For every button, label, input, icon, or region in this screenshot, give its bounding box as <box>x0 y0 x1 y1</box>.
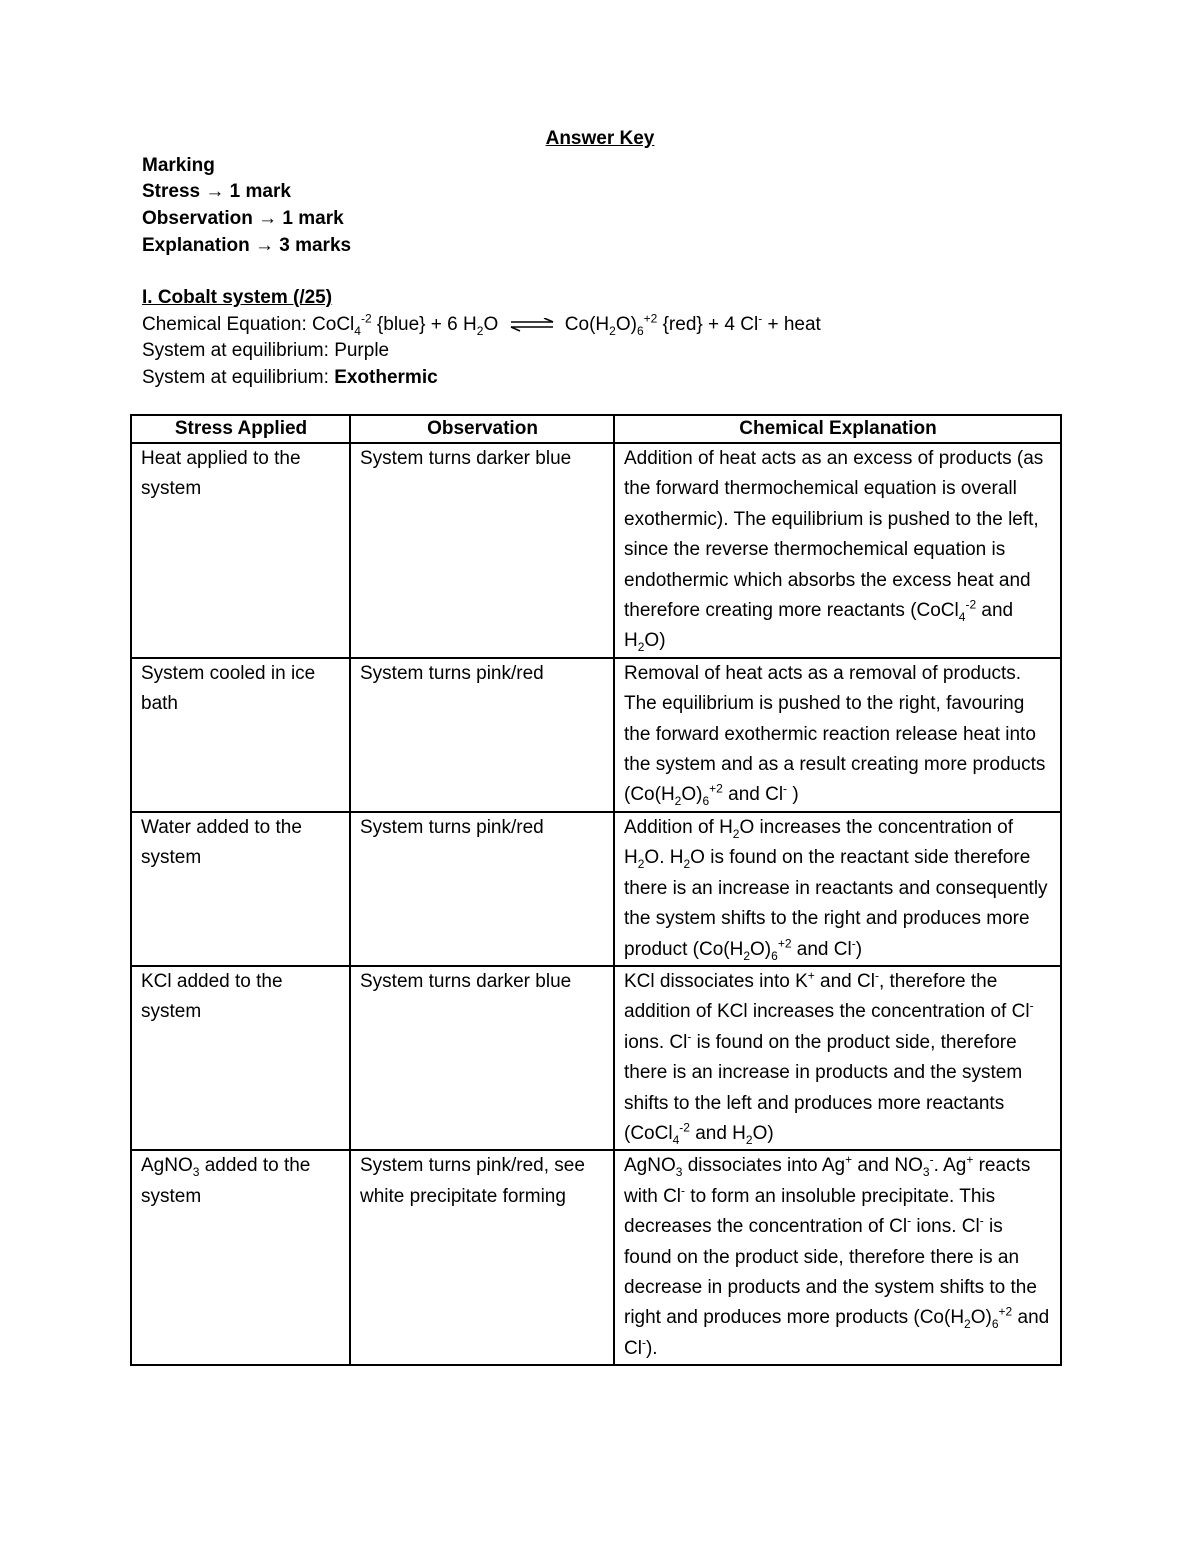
equilibrium-type-line <box>142 366 438 390</box>
header-stress-applied: Stress Applied <box>131 415 350 443</box>
marking-item-explanation: Explanation → 3 marks <box>142 235 352 256</box>
observation-cell: System turns pink/red, see white precipitate forming <box>350 1150 614 1365</box>
table-header-row <box>131 415 1061 443</box>
explanation-cell: Addition of heat acts as an excess of products (as the forward thermochemical equation is overall exothermic). The equilibrium is pushed to the left, since the reverse thermochemical equation is endothermic which absorbs the excess heat and therefore creating more reactants (CoCl$_4^{-2}$ and $H_2O$) <box>614 443 1061 658</box>
marking-heading: Marking <box>142 155 215 176</box>
explanation-cell: AgNO$_3$ dissociates into Ag+ and $NO_3^-$. Ag+ reacts with Cl- to form an insoluble precipitate. This decreases the concentration of Cl- ions. Cl- is found on the product side, therefore there is an decrease in products and the system shifts to the right and produces more products ($Co(H_2O)_6^{+2}$ and Cl-). <box>614 1150 1061 1365</box>
marking-item-stress: Stress → 1 mark <box>142 181 291 202</box>
equilibrium-color-line <box>142 339 389 363</box>
equilibrium-color-label: System at equilibrium: <box>142 340 329 361</box>
stress-cell: Water added to the system <box>131 812 350 966</box>
chemical-equation: Chemical Equation: CoCl$_4^{-2}$ {blue} + 6 $H_2O$ $Co(H_2O)_6^{+2}$ {red} + 4 Cl- + heat <box>142 311 821 338</box>
table-row <box>131 443 1061 658</box>
equilibrium-arrow-icon <box>510 318 554 332</box>
stress-cell: AgNO$_3$ added to the system <box>131 1150 350 1365</box>
stress-cell: KCl added to the system <box>131 966 350 1150</box>
stress-cell: System cooled in ice bath <box>131 658 350 812</box>
header-chemical-explanation: Chemical Explanation <box>614 415 1061 443</box>
stress-cell: Heat applied to the system <box>131 443 350 658</box>
observation-cell: System turns pink/red <box>350 658 614 812</box>
equation-label: Chemical Equation: <box>142 314 307 335</box>
table-row <box>131 966 1061 1150</box>
observation-cell: System turns darker blue <box>350 966 614 1150</box>
explanation-cell: KCl dissociates into K+ and Cl-, therefore the addition of KCl increases the concentration of Cl- ions. Cl- is found on the product side, therefore there is an increase in products and the system shifts to the left and produces more reactants (CoCl$_4^{-2}$ and $H_2O$) <box>614 966 1061 1150</box>
observation-cell: System turns pink/red <box>350 812 614 966</box>
explanation-cell: Removal of heat acts as a removal of products. The equilibrium is pushed to the right, favouring the forward exothermic reaction release heat into the system and as a result creating more products ($Co(H_2O)_6^{+2}$ and Cl- ) <box>614 658 1061 812</box>
marking-item-observation: Observation → 1 mark <box>142 208 344 229</box>
table-row <box>131 812 1061 966</box>
equilibrium-type-value: Exothermic <box>334 367 438 388</box>
header-observation: Observation <box>350 415 614 443</box>
table-row <box>131 1150 1061 1365</box>
explanation-cell: Addition of $H_2O$ increases the concentration of $H_2O$. $H_2O$ is found on the reactant side therefore there is an increase in reactants and consequently the system shifts to the right and produces more product ($Co(H_2O)_6^{+2}$ and Cl-) <box>614 812 1061 966</box>
table-row <box>131 658 1061 812</box>
answer-table <box>130 414 1062 1366</box>
page-title: Answer Key <box>545 128 655 149</box>
section-heading: I. Cobalt system (/25) <box>142 287 333 308</box>
observation-cell: System turns darker blue <box>350 443 614 658</box>
stress-text: added to the system <box>141 1155 311 1207</box>
equilibrium-color-value: Purple <box>334 340 390 361</box>
equilibrium-type-label: System at equilibrium: <box>142 367 329 388</box>
